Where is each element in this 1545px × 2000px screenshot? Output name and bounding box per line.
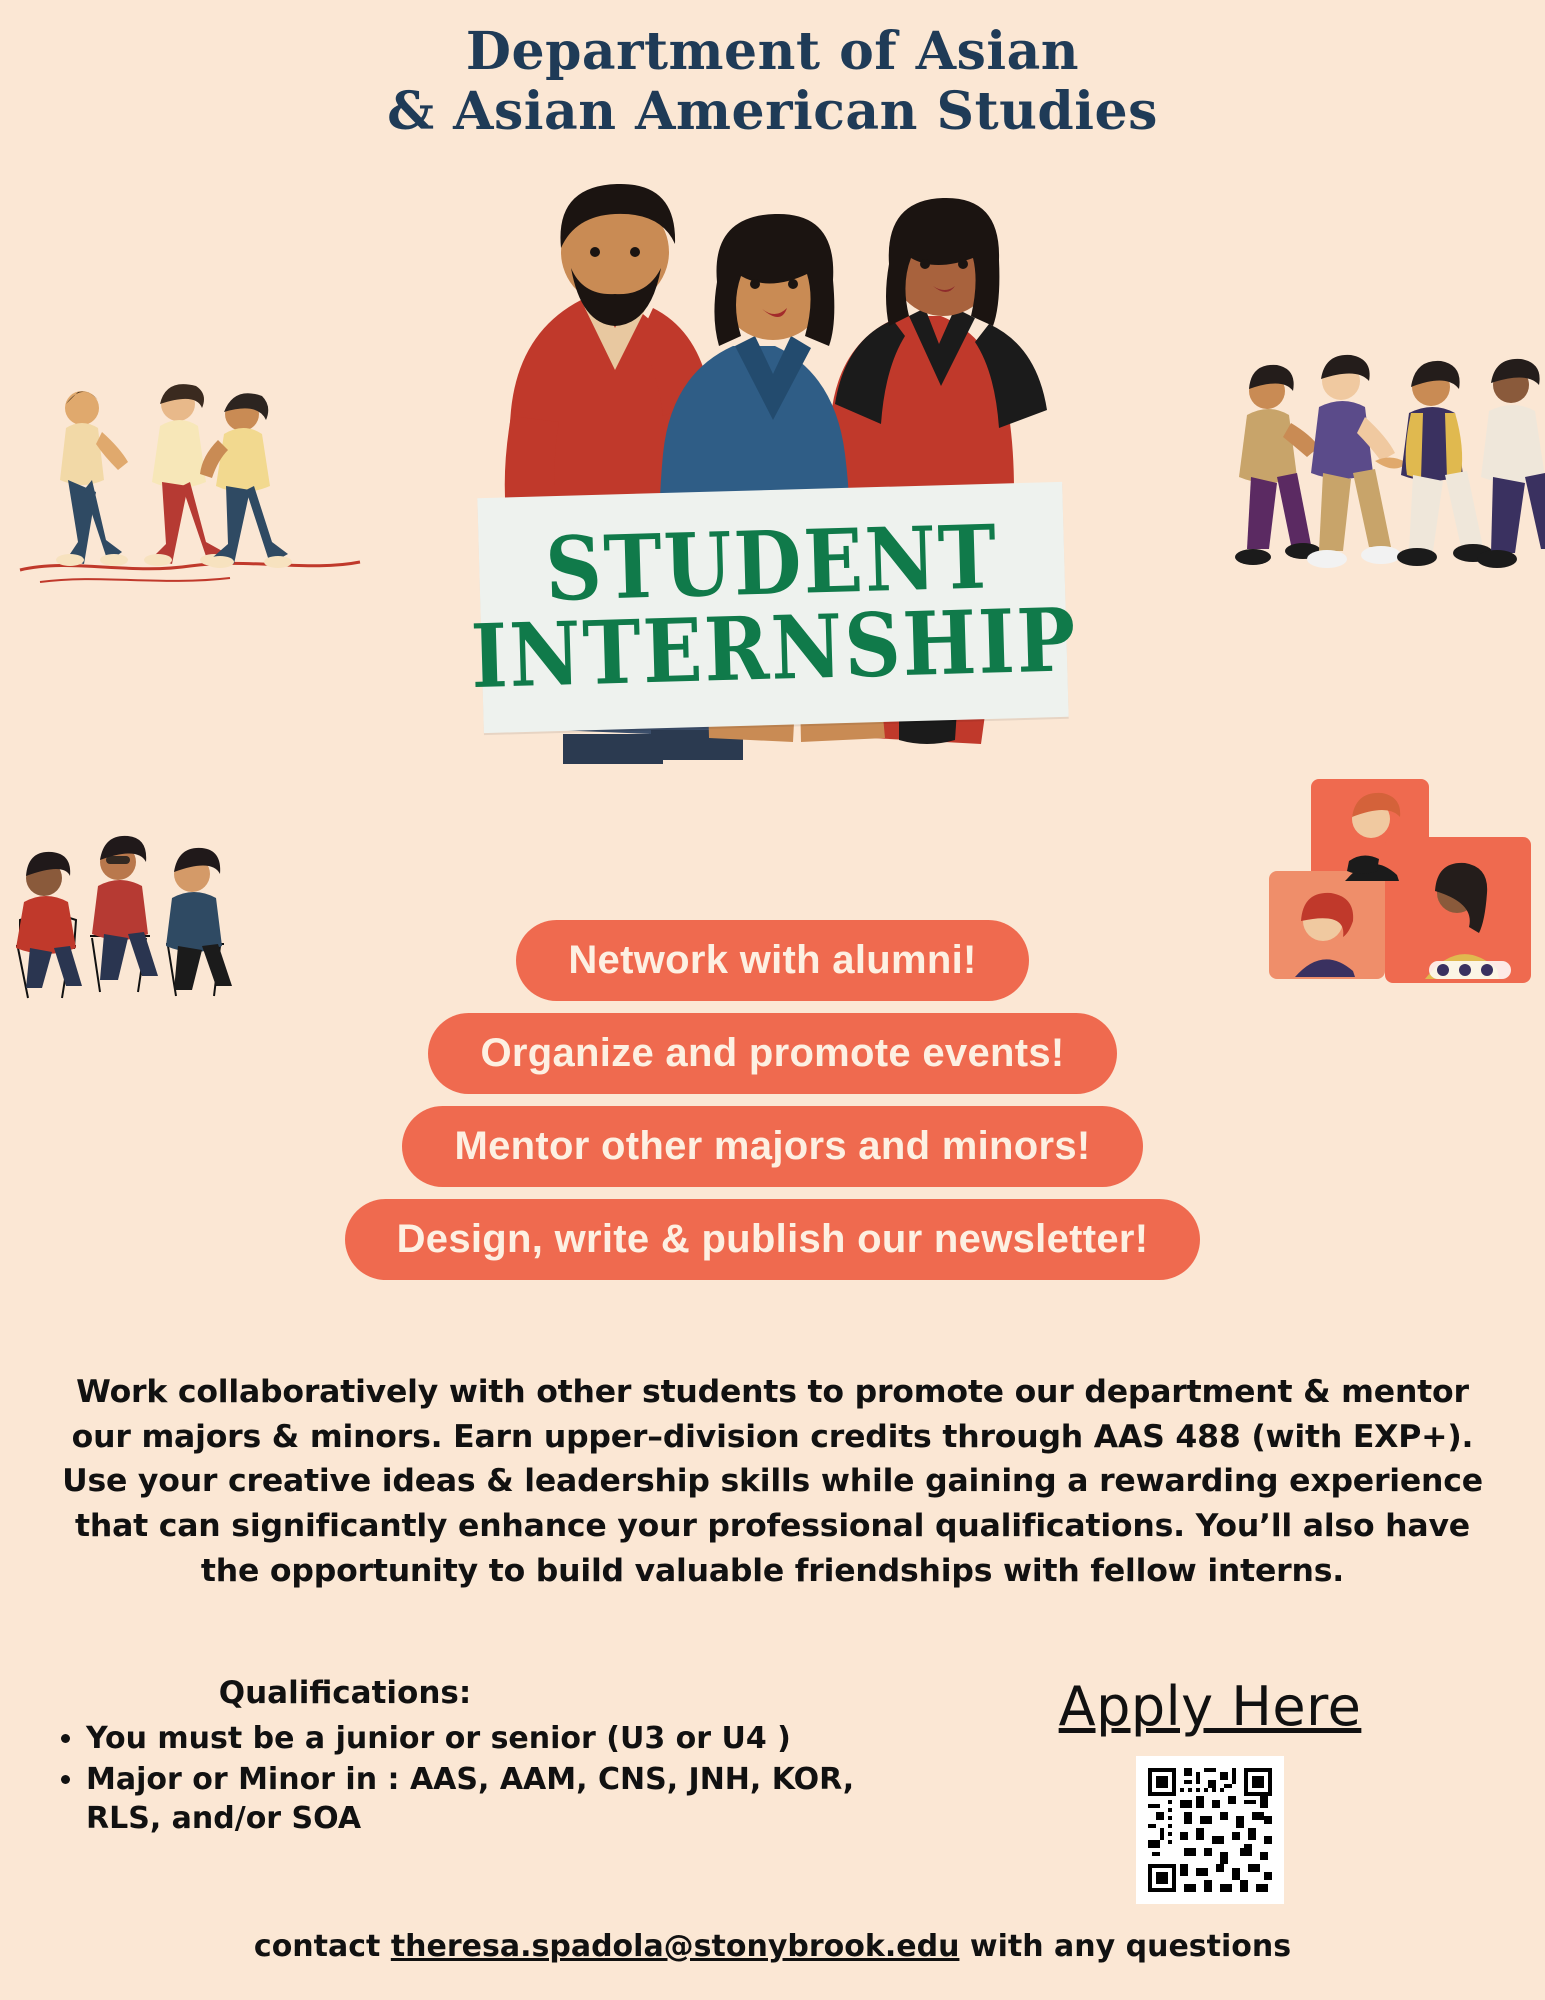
contact-footer	[0, 1929, 1545, 1964]
apply-section	[995, 1675, 1425, 1904]
contact-email-link[interactable]: theresa.spadola@stonybrook.edu	[390, 1929, 960, 1964]
description-paragraph: Work collaboratively with other students to promote our department & mentor our majors & minors. Earn upper–division credits through AAS 488 (with EXP+). Use your creative ideas & leadership skills while gaining a rewarding experience that can significantly enhance your professional qualifications. You’ll also have the opportunity to build valuable friendships with fellow interns.	[62, 1374, 1483, 1589]
networking-group-illustration	[1225, 345, 1545, 595]
qualifications-title: Qualifications:	[218, 1675, 472, 1711]
qr-code[interactable]	[1136, 1756, 1284, 1904]
banner-line2: INTERNSHIP	[469, 590, 1079, 709]
qualification-item: • Major or Minor in : AAS, AAM, CNS, JNH, KOR, RLS, and/or SOA	[86, 1760, 880, 1838]
benefit-pill-network: Network with alumni!	[516, 920, 1028, 1001]
banner-text	[467, 506, 1079, 709]
page-title-line2: & Asian American Studies	[387, 81, 1158, 143]
internship-banner	[469, 482, 1079, 733]
benefit-pill-events: Organize and promote events!	[428, 1013, 1116, 1094]
contact-suffix: with any questions	[959, 1929, 1292, 1964]
benefit-pill-mentor: Mentor other majors and minors!	[402, 1106, 1142, 1187]
page-title	[0, 22, 1545, 143]
qualification-item: • You must be a junior or senior (U3 or U4 )	[86, 1719, 880, 1758]
qualifications-section	[40, 1675, 880, 1840]
benefits-list	[0, 920, 1545, 1292]
people-walking-illustration	[10, 370, 370, 590]
apply-here-heading[interactable]: Apply Here	[1058, 1675, 1362, 1738]
contact-prefix: contact	[253, 1929, 391, 1964]
qualifications-list	[40, 1719, 880, 1838]
banner-line1: STUDENT	[543, 506, 1000, 622]
page-title-line1: Department of Asian	[465, 21, 1080, 82]
benefit-pill-newsletter: Design, write & publish our newsletter!	[345, 1199, 1201, 1280]
